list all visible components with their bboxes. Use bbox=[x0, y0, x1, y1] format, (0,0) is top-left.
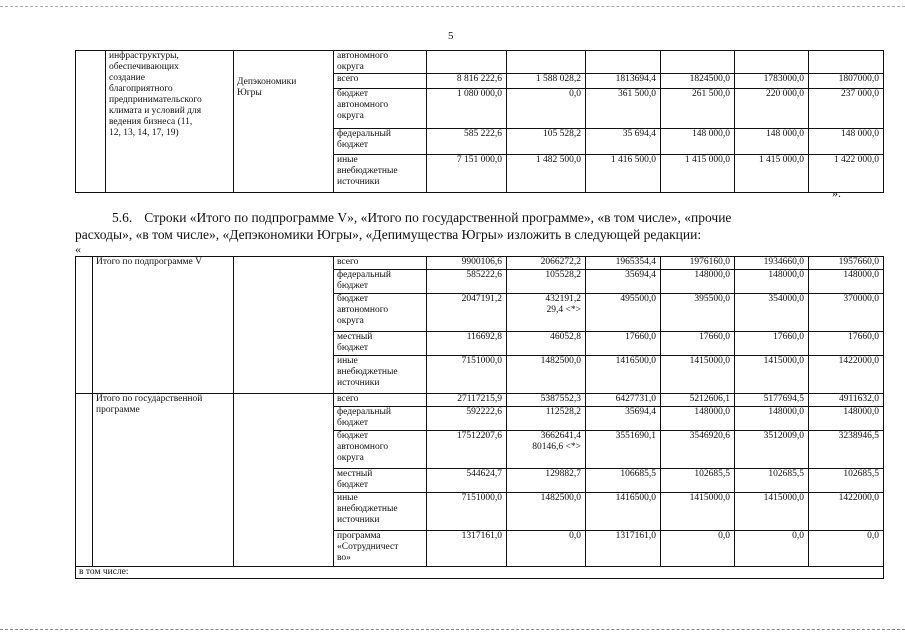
amount-cell bbox=[586, 74, 661, 89]
funding-source-cell bbox=[334, 257, 427, 270]
funding-source-line: бюджет bbox=[337, 140, 369, 150]
cell-value: 1416500,0 bbox=[615, 493, 656, 503]
funding-source-cell bbox=[334, 129, 427, 155]
cell-value: 1482500,0 bbox=[540, 356, 581, 366]
program-name-cell bbox=[106, 51, 234, 193]
funding-source-line: источники bbox=[337, 378, 380, 388]
amount-cell bbox=[586, 394, 661, 407]
cell-value: 1422000,0 bbox=[838, 356, 879, 366]
cell-value: 1 415 000,0 bbox=[684, 155, 730, 165]
table-row bbox=[76, 51, 884, 74]
amount-cell bbox=[507, 356, 586, 394]
cell-value: 361 500,0 bbox=[618, 89, 656, 99]
cell-value: 1 588 028,2 bbox=[535, 74, 581, 84]
funding-source-line: внебюджетные bbox=[337, 166, 398, 176]
amount-cell bbox=[586, 294, 661, 332]
program-name-line: ведения бизнеса (11, bbox=[109, 117, 193, 127]
amount-cell bbox=[661, 129, 735, 155]
blank-cell bbox=[76, 51, 106, 193]
funding-source-line: иные bbox=[337, 493, 358, 503]
funding-source-cell bbox=[334, 294, 427, 332]
cell-value: 1 422 000,0 bbox=[833, 155, 879, 165]
cell-value: 9900106,6 bbox=[461, 257, 502, 267]
amount-cell bbox=[809, 51, 884, 74]
amount-cell bbox=[735, 155, 809, 193]
in-that-number-cell bbox=[76, 567, 884, 579]
amount-cell bbox=[507, 394, 586, 407]
amount-cell bbox=[427, 431, 507, 469]
amount-cell bbox=[427, 469, 507, 493]
scan-bottom-edge bbox=[0, 629, 905, 630]
program-name-line: предпринимательского bbox=[109, 95, 202, 105]
cell-value: 148 000,0 bbox=[692, 129, 730, 139]
cell-value: 3546920,6 bbox=[689, 431, 730, 441]
funding-source-cell bbox=[334, 74, 427, 89]
cell-value: 8 816 222,6 bbox=[456, 74, 502, 84]
amount-cell bbox=[427, 356, 507, 394]
program-name-line: обеспечивающих bbox=[109, 62, 179, 72]
amount-cell bbox=[661, 294, 735, 332]
cell-value: 7151000,0 bbox=[461, 493, 502, 503]
paragraph-line-1: Строки «Итого по подпрограмме V», «Итого по государственной программе», «в том числе», «прочие bbox=[144, 210, 732, 225]
cell-value: 7 151 000,0 bbox=[456, 155, 502, 165]
amount-cell bbox=[661, 493, 735, 531]
program-name-line: инфраструктуры, bbox=[109, 51, 179, 61]
amount-cell bbox=[735, 394, 809, 407]
amount-cell bbox=[809, 89, 884, 129]
funding-source-line: внебюджетные bbox=[337, 367, 398, 377]
amount-cell bbox=[735, 493, 809, 531]
funding-source-line: бюджет bbox=[337, 89, 369, 99]
cell-value: 148 000,0 bbox=[766, 129, 804, 139]
group-title-cell bbox=[93, 394, 234, 567]
funding-source-cell bbox=[334, 332, 427, 356]
cell-value: 1 416 500,0 bbox=[610, 155, 656, 165]
cell-value: 237 000,0 bbox=[841, 89, 879, 99]
funding-source-line: бюджет bbox=[337, 281, 369, 291]
amount-cell bbox=[735, 270, 809, 294]
amount-cell bbox=[427, 89, 507, 129]
funding-table-new-edition bbox=[75, 256, 884, 579]
amount-cell bbox=[661, 332, 735, 356]
funding-source-line: автономного bbox=[337, 442, 389, 452]
amount-cell bbox=[507, 294, 586, 332]
cell-value: 544624,7 bbox=[466, 469, 502, 479]
amount-cell bbox=[735, 129, 809, 155]
funding-source-cell bbox=[334, 394, 427, 407]
cell-value: 1482500,0 bbox=[540, 493, 581, 503]
cell-value: 1415000,0 bbox=[689, 356, 730, 366]
cell-value: 585222,6 bbox=[466, 270, 502, 280]
amount-cell bbox=[427, 294, 507, 332]
amount-cell bbox=[427, 155, 507, 193]
cell-value: 148000,0 bbox=[694, 407, 730, 417]
funding-source-cell bbox=[334, 51, 427, 74]
executor-cell bbox=[234, 394, 334, 567]
amount-cell bbox=[507, 332, 586, 356]
amount-cell bbox=[735, 407, 809, 431]
amount-cell bbox=[735, 51, 809, 74]
table-row bbox=[76, 567, 884, 579]
amount-cell bbox=[427, 332, 507, 356]
cell-value: 1965354,4 bbox=[615, 257, 656, 267]
amount-cell bbox=[661, 431, 735, 469]
funding-source-line: федеральный bbox=[337, 407, 391, 417]
amount-cell bbox=[507, 129, 586, 155]
amount-cell bbox=[507, 74, 586, 89]
cell-value: 1824500,0 bbox=[689, 74, 730, 84]
funding-source-line: округа bbox=[337, 62, 364, 72]
amount-cell bbox=[586, 257, 661, 270]
cell-value: 17660,0 bbox=[773, 332, 804, 342]
cell-value: 354000,0 bbox=[768, 294, 804, 304]
cell-value: 29,4 <*> bbox=[546, 305, 581, 315]
amount-cell bbox=[661, 356, 735, 394]
cell-value: 116692,8 bbox=[466, 332, 502, 342]
cell-value: 148000,0 bbox=[768, 270, 804, 280]
funding-source-line: автономного bbox=[337, 305, 389, 315]
cell-value: 148000,0 bbox=[768, 407, 804, 417]
amount-cell bbox=[427, 257, 507, 270]
cell-value: 2066272,2 bbox=[540, 257, 581, 267]
cell-value: 0,0 bbox=[718, 531, 730, 541]
amount-cell bbox=[586, 493, 661, 531]
amount-cell bbox=[427, 493, 507, 531]
cell-value: 1317161,0 bbox=[461, 531, 502, 541]
funding-source-cell bbox=[334, 493, 427, 531]
amount-cell bbox=[809, 257, 884, 270]
funding-source-line: бюджет bbox=[337, 343, 369, 353]
cell-value: 1 415 000,0 bbox=[758, 155, 804, 165]
funding-source-line: «Сотрудничест bbox=[337, 542, 399, 552]
amount-cell bbox=[507, 407, 586, 431]
amount-cell bbox=[427, 129, 507, 155]
amount-cell bbox=[586, 332, 661, 356]
cell-value: 46052,8 bbox=[550, 332, 581, 342]
funding-source-cell bbox=[334, 407, 427, 431]
funding-source-line: автономного bbox=[337, 51, 389, 61]
amount-cell bbox=[735, 89, 809, 129]
executor-cell bbox=[234, 51, 334, 193]
funding-source-cell bbox=[334, 155, 427, 193]
cell-value: 105528,2 bbox=[545, 270, 581, 280]
amount-cell bbox=[661, 394, 735, 407]
cell-value: 1 482 500,0 bbox=[535, 155, 581, 165]
executor-line: Депэкономики bbox=[237, 77, 297, 87]
cell-value: 1422000,0 bbox=[838, 493, 879, 503]
program-name-line: создание bbox=[109, 73, 145, 83]
cell-value: 1317161,0 bbox=[615, 531, 656, 541]
cell-value: 2047191,2 bbox=[461, 294, 502, 304]
amount-cell bbox=[809, 129, 884, 155]
amount-cell bbox=[661, 469, 735, 493]
amount-cell bbox=[735, 531, 809, 567]
amount-cell bbox=[661, 407, 735, 431]
amount-cell bbox=[586, 129, 661, 155]
group-title: Итого по государственной программе bbox=[96, 394, 203, 415]
cell-value: 1813694,4 bbox=[615, 74, 656, 84]
cell-value: 105 528,2 bbox=[543, 129, 581, 139]
cell-value: 17660,0 bbox=[699, 332, 730, 342]
cell-value: 1415000,0 bbox=[763, 493, 804, 503]
amount-cell bbox=[809, 407, 884, 431]
funding-source-cell bbox=[334, 469, 427, 493]
cell-value: 17660,0 bbox=[625, 332, 656, 342]
amount-cell bbox=[809, 531, 884, 567]
amount-cell bbox=[586, 89, 661, 129]
cell-value: 432191,2 bbox=[545, 294, 581, 304]
cell-value: 129882,7 bbox=[545, 469, 581, 479]
cell-value: 0,0 bbox=[569, 89, 581, 99]
cell-value: 6427731,0 bbox=[615, 394, 656, 404]
opening-quote: « bbox=[75, 242, 81, 256]
amount-cell bbox=[809, 74, 884, 89]
cell-value: 35694,4 bbox=[625, 270, 656, 280]
funding-source-line: местный bbox=[337, 469, 373, 479]
amount-cell bbox=[661, 257, 735, 270]
amount-cell bbox=[427, 270, 507, 294]
cell-value: 112528,2 bbox=[545, 407, 581, 417]
amount-cell bbox=[735, 431, 809, 469]
funding-source-line: бюджет bbox=[337, 431, 369, 441]
cell-value: 5387552,3 bbox=[540, 394, 581, 404]
cell-value: 148000,0 bbox=[694, 270, 730, 280]
cell-value: 261 500,0 bbox=[692, 89, 730, 99]
cell-value: 592222,6 bbox=[466, 407, 502, 417]
amount-cell bbox=[661, 74, 735, 89]
amount-cell bbox=[809, 294, 884, 332]
cell-value: 1416500,0 bbox=[615, 356, 656, 366]
amount-cell bbox=[427, 74, 507, 89]
amount-cell bbox=[427, 407, 507, 431]
amount-cell bbox=[809, 332, 884, 356]
funding-source-line: округа bbox=[337, 453, 364, 463]
funding-source-cell bbox=[334, 89, 427, 129]
amount-cell bbox=[809, 270, 884, 294]
table-row bbox=[76, 394, 884, 407]
cell-value: 1 080 000,0 bbox=[456, 89, 502, 99]
program-name-line: климата и условий для bbox=[109, 106, 202, 116]
cell-value: 1976160,0 bbox=[689, 257, 730, 267]
cell-value: 1934660,0 bbox=[763, 257, 804, 267]
closing-quote: ». bbox=[832, 186, 841, 200]
amount-cell bbox=[661, 51, 735, 74]
amount-cell bbox=[809, 394, 884, 407]
amount-cell bbox=[586, 155, 661, 193]
funding-source-line: федеральный bbox=[337, 129, 391, 139]
amount-cell bbox=[735, 356, 809, 394]
funding-source-line: бюджет bbox=[337, 294, 369, 304]
cell-value: 148000,0 bbox=[843, 270, 879, 280]
cell-value: 0,0 bbox=[792, 531, 804, 541]
amount-cell bbox=[507, 51, 586, 74]
blank-cell bbox=[76, 257, 93, 394]
cell-value: 3662641,4 bbox=[540, 431, 581, 441]
program-name-line: 12, 13, 14, 17, 19) bbox=[109, 128, 179, 138]
funding-source-cell bbox=[334, 356, 427, 394]
amount-cell bbox=[735, 74, 809, 89]
paragraph-number: 5.6. bbox=[112, 210, 133, 225]
cell-value: 395500,0 bbox=[694, 294, 730, 304]
paragraph-5-6 bbox=[112, 209, 834, 226]
funding-source-line: местный bbox=[337, 332, 373, 342]
amount-cell bbox=[586, 407, 661, 431]
cell-value: 17512207,6 bbox=[456, 431, 502, 441]
amount-cell bbox=[427, 394, 507, 407]
amount-cell bbox=[586, 531, 661, 567]
funding-source-line: федеральный bbox=[337, 270, 391, 280]
cell-value: 35 694,4 bbox=[622, 129, 656, 139]
amount-cell bbox=[809, 469, 884, 493]
table-row bbox=[76, 257, 884, 270]
amount-cell bbox=[586, 431, 661, 469]
funding-source-line: всего bbox=[337, 257, 359, 267]
amount-cell bbox=[661, 155, 735, 193]
amount-cell bbox=[735, 257, 809, 270]
funding-source-line: округа bbox=[337, 316, 364, 326]
cell-value: 106685,5 bbox=[620, 469, 656, 479]
amount-cell bbox=[507, 155, 586, 193]
amount-cell bbox=[809, 493, 884, 531]
cell-value: 4911632,0 bbox=[838, 394, 879, 404]
amount-cell bbox=[661, 531, 735, 567]
amount-cell bbox=[809, 431, 884, 469]
amount-cell bbox=[507, 431, 586, 469]
funding-source-line: автономного bbox=[337, 100, 389, 110]
funding-source-line: всего bbox=[337, 394, 359, 404]
funding-source-line: бюджет bbox=[337, 418, 369, 428]
cell-value: 102685,5 bbox=[843, 469, 879, 479]
funding-source-line: иные bbox=[337, 356, 358, 366]
funding-source-line: во» bbox=[337, 553, 351, 563]
amount-cell bbox=[586, 356, 661, 394]
amount-cell bbox=[586, 469, 661, 493]
cell-value: 1415000,0 bbox=[763, 356, 804, 366]
cell-value: 80146,6 <*> bbox=[532, 442, 581, 452]
funding-source-cell bbox=[334, 270, 427, 294]
amount-cell bbox=[809, 155, 884, 193]
cell-value: 495500,0 bbox=[620, 294, 656, 304]
blank-cell bbox=[76, 394, 93, 567]
amount-cell bbox=[586, 51, 661, 74]
amount-cell bbox=[507, 469, 586, 493]
amount-cell bbox=[809, 356, 884, 394]
cell-value: 0,0 bbox=[569, 531, 581, 541]
group-title-cell bbox=[93, 257, 234, 394]
cell-value: 3551690,1 bbox=[615, 431, 656, 441]
funding-source-line: внебюджетные bbox=[337, 504, 398, 514]
amount-cell bbox=[507, 493, 586, 531]
amount-cell bbox=[507, 531, 586, 567]
cell-value: 17660,0 bbox=[848, 332, 879, 342]
cell-value: 1783000,0 bbox=[763, 74, 804, 84]
scan-top-edge bbox=[0, 6, 905, 7]
amount-cell bbox=[427, 51, 507, 74]
funding-table-continued bbox=[75, 50, 884, 193]
cell-value: 1415000,0 bbox=[689, 493, 730, 503]
amount-cell bbox=[427, 531, 507, 567]
cell-value: 148 000,0 bbox=[841, 129, 879, 139]
amount-cell bbox=[586, 270, 661, 294]
cell-value: 1807000,0 bbox=[838, 74, 879, 84]
program-name-line: благоприятного bbox=[109, 84, 173, 94]
cell-value: 0,0 bbox=[867, 531, 879, 541]
cell-value: 5212606,1 bbox=[689, 394, 730, 404]
funding-source-line: иные bbox=[337, 155, 358, 165]
cell-value: 102685,5 bbox=[694, 469, 730, 479]
funding-source-line: округа bbox=[337, 111, 364, 121]
cell-value: 3238946,5 bbox=[838, 431, 879, 441]
cell-value: 35694,4 bbox=[625, 407, 656, 417]
amount-cell bbox=[735, 332, 809, 356]
funding-source-line: программа bbox=[337, 531, 381, 541]
amount-cell bbox=[661, 89, 735, 129]
funding-source-line: всего bbox=[337, 74, 359, 84]
cell-value: 370000,0 bbox=[843, 294, 879, 304]
page-number: 5 bbox=[448, 30, 454, 42]
amount-cell bbox=[735, 294, 809, 332]
in-that-number-label: в том числе: bbox=[79, 567, 129, 577]
amount-cell bbox=[507, 270, 586, 294]
cell-value: 585 222,6 bbox=[464, 129, 502, 139]
amount-cell bbox=[735, 469, 809, 493]
cell-value: 5177694,5 bbox=[763, 394, 804, 404]
paragraph-line-2: расходы», «в том числе», «Депэкономики Югры», «Депимущества Югры» изложить в следующей редакции: bbox=[75, 227, 702, 242]
funding-source-line: бюджет bbox=[337, 480, 369, 490]
cell-value: 1957660,0 bbox=[838, 257, 879, 267]
cell-value: 220 000,0 bbox=[766, 89, 804, 99]
funding-source-cell bbox=[334, 531, 427, 567]
funding-source-line: источники bbox=[337, 177, 380, 187]
cell-value: 27117215,9 bbox=[457, 394, 502, 404]
funding-source-cell bbox=[334, 431, 427, 469]
amount-cell bbox=[507, 89, 586, 129]
amount-cell bbox=[661, 270, 735, 294]
amount-cell bbox=[507, 257, 586, 270]
cell-value: 148000,0 bbox=[843, 407, 879, 417]
executor-line: Югры bbox=[237, 88, 262, 98]
funding-source-line: источники bbox=[337, 515, 380, 525]
cell-value: 7151000,0 bbox=[461, 356, 502, 366]
cell-value: 3512009,0 bbox=[763, 431, 804, 441]
group-title: Итого по подпрограмме V bbox=[96, 257, 202, 267]
cell-value: 102685,5 bbox=[768, 469, 804, 479]
executor-cell bbox=[234, 257, 334, 394]
